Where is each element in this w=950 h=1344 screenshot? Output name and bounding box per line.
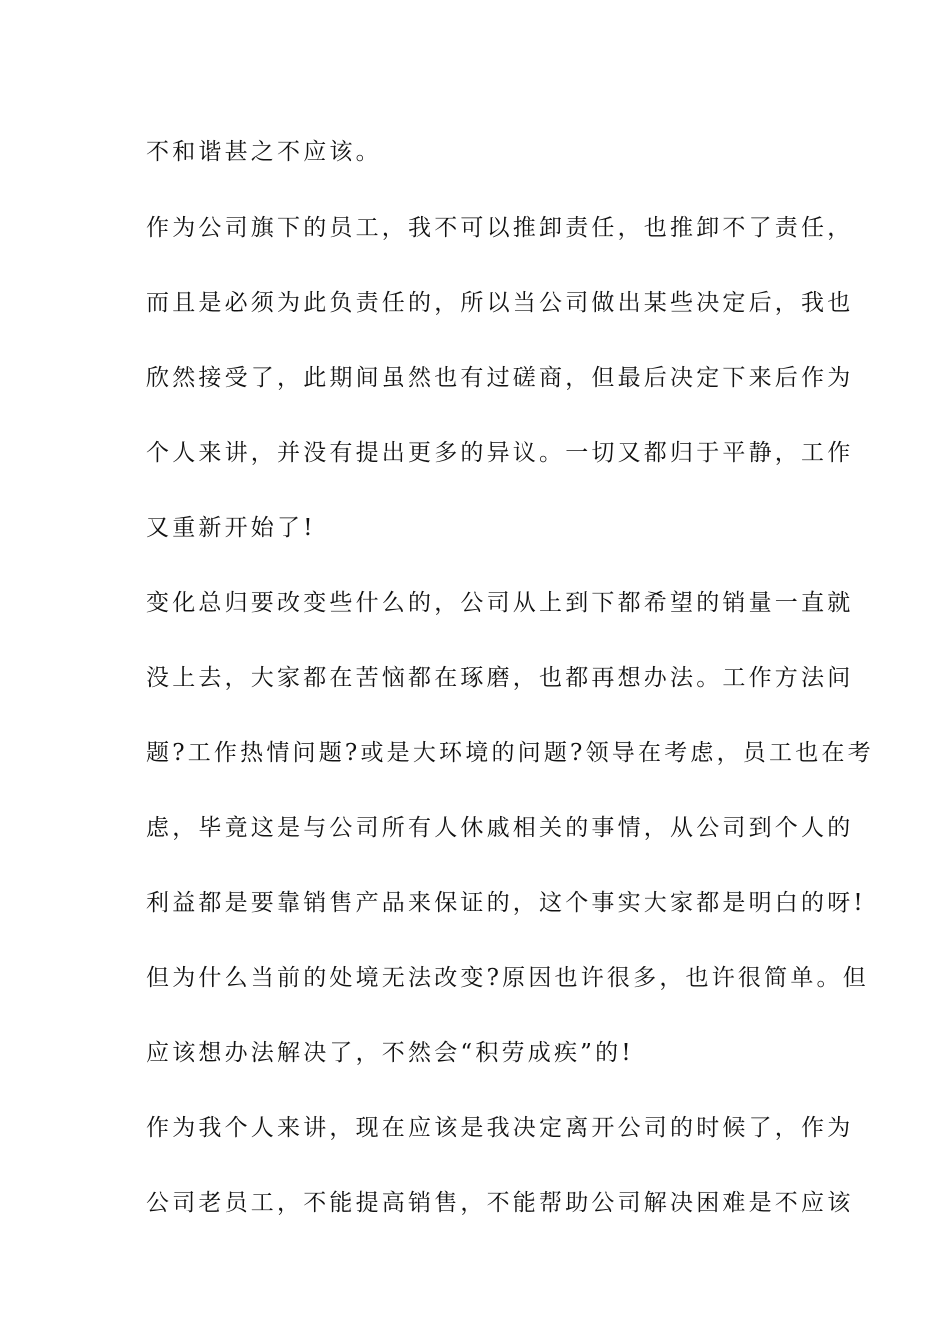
text-line: 虑，毕竟这是与公司所有人休戚相关的事情，从公司到个人的 bbox=[146, 815, 854, 841]
text-line: 没上去，大家都在苦恼都在琢磨，也都再想办法。工作方法问 bbox=[146, 665, 854, 691]
text-line: 应该想办法解决了，不然会“积劳成疾”的! bbox=[146, 1040, 634, 1066]
text-line: 作为我个人来讲，现在应该是我决定离开公司的时候了，作为 bbox=[146, 1115, 854, 1141]
text-line: 又重新开始了! bbox=[146, 515, 316, 541]
text-line: 不和谐甚之不应该。 bbox=[146, 139, 382, 165]
text-line: 利益都是要靠销售产品来保证的，这个事实大家都是明白的呀! bbox=[146, 890, 866, 916]
text-line: 而且是必须为此负责任的，所以当公司做出某些决定后，我也 bbox=[146, 290, 854, 316]
text-line: 但为什么当前的处境无法改变?原因也许很多，也许很简单。但 bbox=[146, 965, 869, 991]
text-line: 题?工作热情问题?或是大环境的问题?领导在考虑，员工也在考 bbox=[146, 740, 874, 766]
text-line: 公司老员工，不能提高销售，不能帮助公司解决困难是不应该 bbox=[146, 1190, 854, 1216]
text-line: 变化总归要改变些什么的，公司从上到下都希望的销量一直就 bbox=[146, 590, 854, 616]
text-line: 欣然接受了，此期间虽然也有过磋商，但最后决定下来后作为 bbox=[146, 365, 854, 391]
text-line: 作为公司旗下的员工，我不可以推卸责任，也推卸不了责任， bbox=[146, 215, 854, 241]
text-line: 个人来讲，并没有提出更多的异议。一切又都归于平静，工作 bbox=[146, 440, 854, 466]
